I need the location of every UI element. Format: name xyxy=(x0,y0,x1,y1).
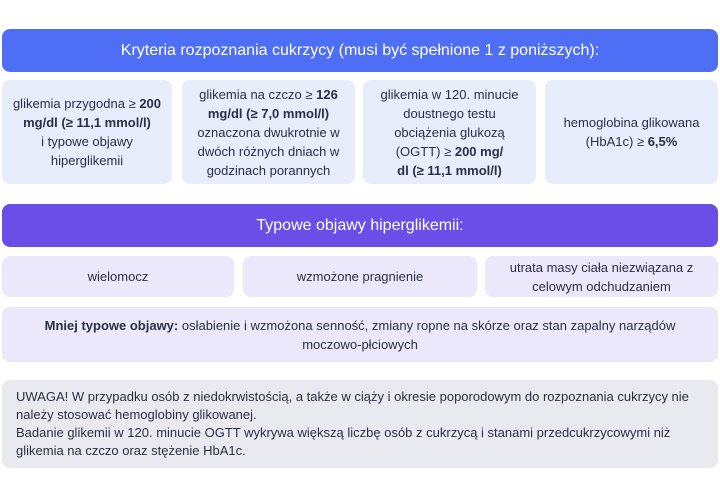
warning-note-paragraph-2: Badanie glikemii w 120. minucie OGTT wykrywa większą liczbę osób z cukrzycą i stanami przedcukrzycowymi niż glikemia na czczo oraz stężenie HbA1c. xyxy=(16,425,671,458)
criterion-text: hemoglobina glikowana (HbA1c) ≥ 6,5% xyxy=(563,115,700,149)
criteria-header xyxy=(2,29,718,72)
warning-note xyxy=(2,380,718,468)
warning-note-paragraph-1: UWAGA! W przypadku osób z niedokrwistością, a także w ciąży i okresie poporodowym do rozpoznania cukrzycy nie należy stosować hemoglobiny glikowanej. xyxy=(16,389,689,422)
criterion-hba1c xyxy=(545,80,718,184)
symptom-thirst: wzmożone pragnienie xyxy=(243,256,477,297)
lesser-symptoms-label: Mniej typowe objawy: xyxy=(44,317,179,333)
symptoms-header-text: Typowe objawy hiperglikemii: xyxy=(256,216,464,234)
lesser-symptoms xyxy=(2,307,718,362)
criterion-text: glikemia na czczo ≥ 126 mg/dl (≥ 7,0 mmol/l) oznaczona dwukrotnie w dwóch różnych dniach w godzinach porannych xyxy=(197,86,340,178)
criterion-fasting-glucose xyxy=(182,80,355,184)
criterion-ogtt xyxy=(363,80,536,184)
criterion-text: glikemia w 120. minucie doustnego testu obciążenia glukozą (OGTT) ≥ 200 mg/ dl (≥ 11,1 mmol/l) xyxy=(380,86,519,178)
symptom-weight-loss: utrata masy ciała niezwiązana z celowym odchudzaniem xyxy=(485,256,718,297)
criterion-text: glikemia przygodna ≥ 200 mg/dl (≥ 11,1 mmol/l) i typowe objawy hiperglikemii xyxy=(12,96,162,168)
symptom-polyuria: wielomocz xyxy=(2,256,234,297)
lesser-symptoms-text: osłabienie i wzmożona senność, zmiany ropne na skórze oraz stan zapalny narządów moczowo-płciowych xyxy=(178,317,676,352)
criteria-header-text: Kryteria rozpoznania cukrzycy (musi być spełnione 1 z poniższych): xyxy=(120,41,600,59)
symptoms-header xyxy=(2,204,718,247)
criterion-random-glucose xyxy=(2,80,172,184)
